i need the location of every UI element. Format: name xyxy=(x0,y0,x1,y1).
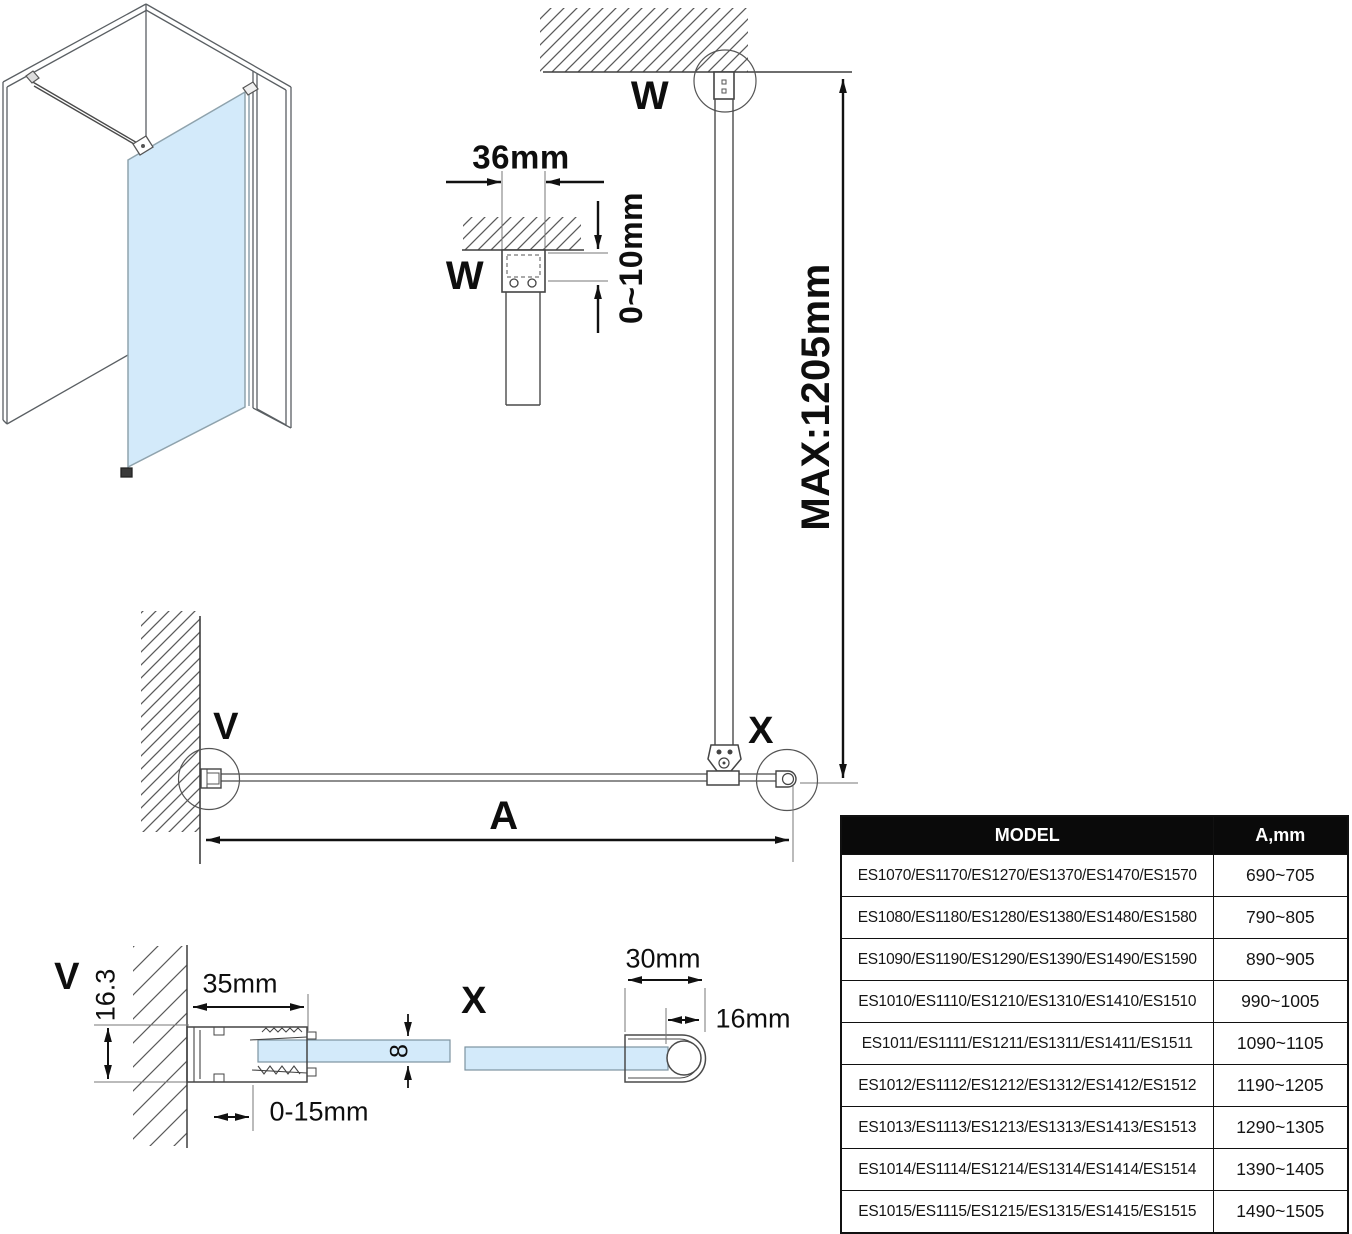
section-x-label: X xyxy=(461,980,487,1022)
table-row xyxy=(841,1149,1348,1191)
plan-x-label: X xyxy=(748,710,774,752)
table-header-row xyxy=(841,816,1348,855)
model-cell: ES1014/ES1114/ES1214/ES1314/ES1414/ES1514 xyxy=(841,1149,1213,1191)
a-range-cell: 790~805 xyxy=(1213,897,1348,939)
a-range-cell: 1490~1505 xyxy=(1213,1191,1348,1234)
a-range-cell: 1090~1105 xyxy=(1213,1023,1348,1065)
a-range-cell: 690~705 xyxy=(1213,855,1348,897)
table-row xyxy=(841,1023,1348,1065)
top-w-label: W xyxy=(630,74,670,118)
dim-30mm-label: 30mm xyxy=(625,943,701,974)
model-cell: ES1080/ES1180/ES1280/ES1380/ES1480/ES1580 xyxy=(841,897,1213,939)
model-cell: ES1010/ES1110/ES1210/ES1310/ES1410/ES1510 xyxy=(841,981,1213,1023)
a-range-cell: 1290~1305 xyxy=(1213,1107,1348,1149)
dim-8mm-label: 8 xyxy=(385,1044,414,1058)
model-cell: ES1012/ES1112/ES1212/ES1312/ES1412/ES1512 xyxy=(841,1065,1213,1107)
table-row xyxy=(841,939,1348,981)
dim-0-15mm-label: 0-15mm xyxy=(269,1096,369,1127)
model-cell: ES1015/ES1115/ES1215/ES1315/ES1415/ES1515 xyxy=(841,1191,1213,1234)
a-range-cell: 890~905 xyxy=(1213,939,1348,981)
table-row xyxy=(841,897,1348,939)
table-row xyxy=(841,1107,1348,1149)
model-cell: ES1011/ES1111/ES1211/ES1311/ES1411/ES1511 xyxy=(841,1023,1213,1065)
dim-36mm-label: 36mm xyxy=(472,138,570,176)
dim-16-3-label: 16.3 xyxy=(90,968,121,1022)
isometric-view xyxy=(3,4,291,477)
dim-0-10mm-label: 0~10mm xyxy=(613,192,649,324)
a-range-cell: 990~1005 xyxy=(1213,981,1348,1023)
plan-v-label: V xyxy=(213,706,239,748)
dim-a-label: A xyxy=(489,794,519,838)
model-spec-table xyxy=(840,815,1349,1234)
dim-max-height-label: MAX:1205mm xyxy=(794,263,838,531)
model-cell: ES1013/ES1113/ES1213/ES1313/ES1413/ES1513 xyxy=(841,1107,1213,1149)
plan-view xyxy=(141,611,818,864)
a-range-cell: 1190~1205 xyxy=(1213,1065,1348,1107)
end-cap-section xyxy=(465,980,706,1082)
model-header: MODEL xyxy=(841,816,1213,855)
a-mm-header: A,mm xyxy=(1213,816,1348,855)
detail-w-label: W xyxy=(445,254,485,298)
dim-35mm-label: 35mm xyxy=(202,968,278,999)
a-range-cell: 1390~1405 xyxy=(1213,1149,1348,1191)
table-row xyxy=(841,855,1348,897)
model-cell: ES1090/ES1190/ES1290/ES1390/ES1490/ES1590 xyxy=(841,939,1213,981)
table-row xyxy=(841,1191,1348,1234)
table-row xyxy=(841,1065,1348,1107)
dim-16mm-label: 16mm xyxy=(715,1003,791,1034)
section-v-label: V xyxy=(54,956,80,998)
model-cell: ES1070/ES1170/ES1270/ES1370/ES1470/ES1570 xyxy=(841,855,1213,897)
table-row xyxy=(841,981,1348,1023)
